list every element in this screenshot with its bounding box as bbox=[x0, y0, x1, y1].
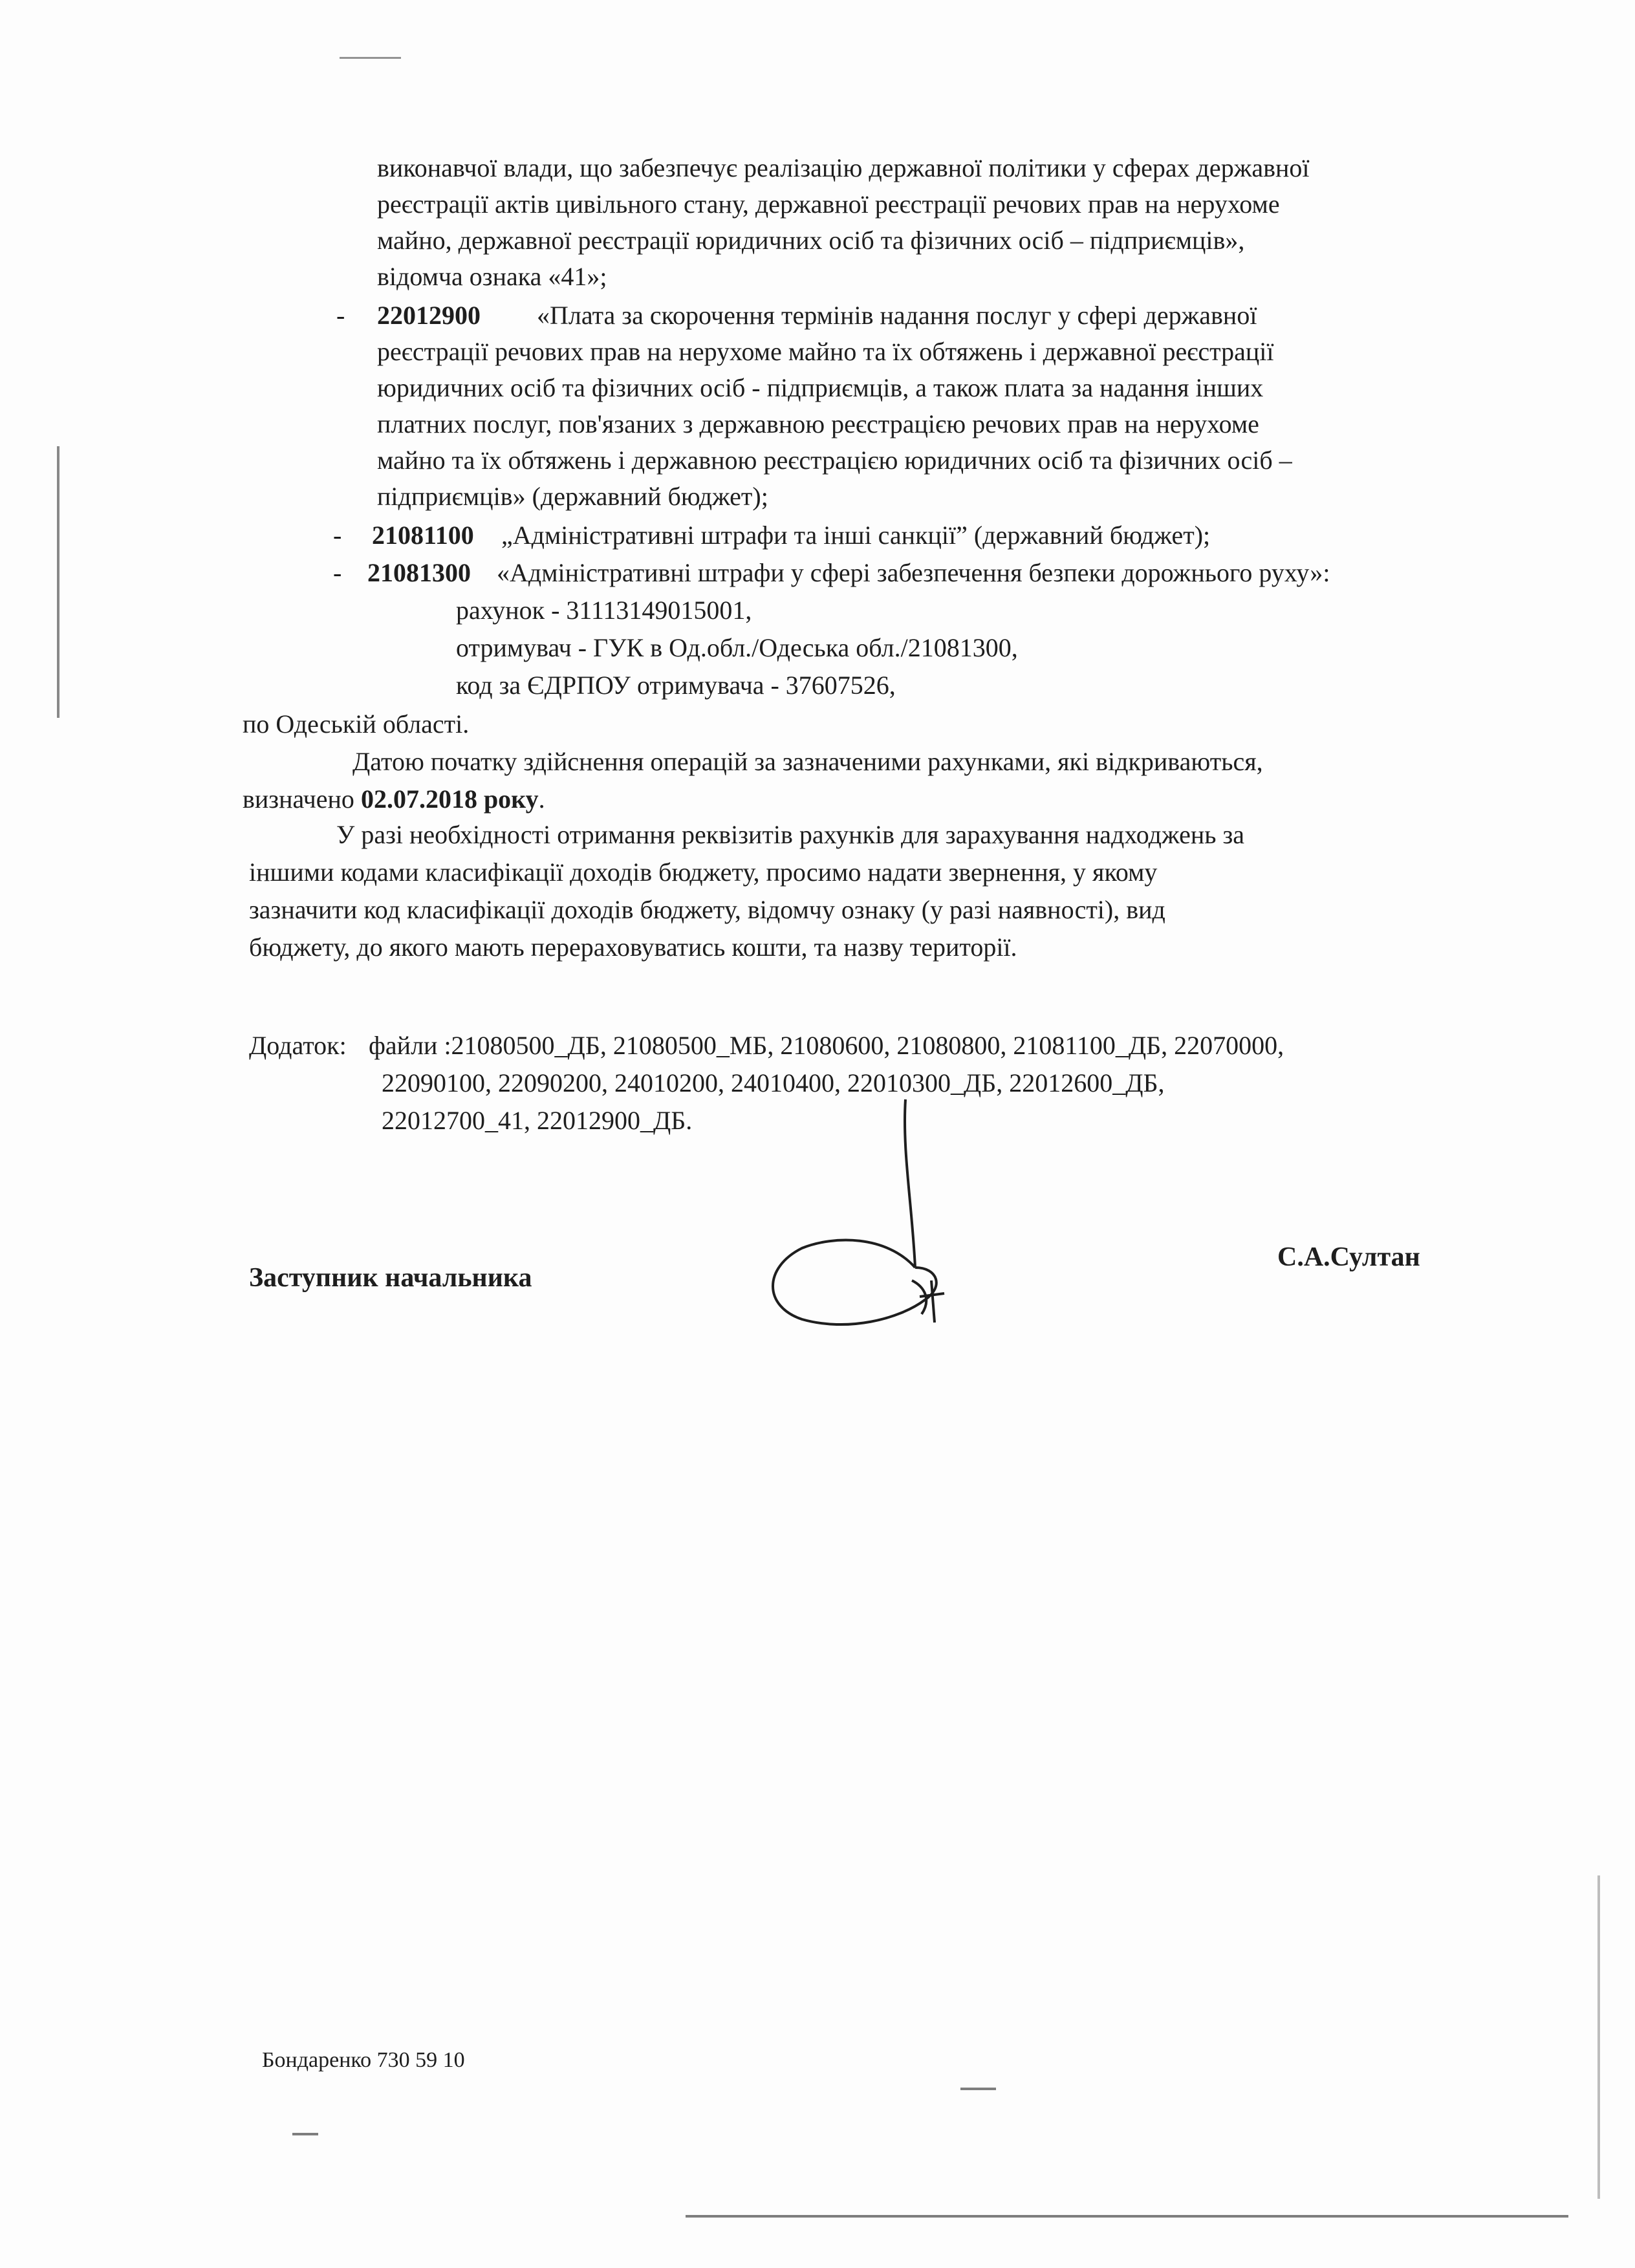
start-date-line-1: Датою початку здійснення операцій за зазначеними рахунками, які відкриваються, bbox=[352, 747, 1263, 776]
scan-mark-right bbox=[1597, 1875, 1600, 2199]
list-dash: - bbox=[336, 301, 345, 330]
item-22012900-line-4: платних послуг, пов'язаних з державною реєстрацією речових прав на нерухоме bbox=[377, 409, 1259, 438]
request-line-1: У разі необхідності отримання реквізитів рахунків для зарахування надходжень за bbox=[336, 820, 1245, 849]
continuation-line-1: виконавчої влади, що забезпечує реалізацію державної політики у сферах державної bbox=[377, 153, 1310, 182]
account-edrpou: код за ЄДРПОУ отримувача - 37607526, bbox=[456, 671, 896, 700]
signatory-position: Заступник начальника bbox=[249, 1263, 532, 1293]
item-21081300-text: «Адміністративні штрафи у сфері забезпечення безпеки дорожнього руху»: bbox=[497, 558, 1330, 587]
scan-mark-top bbox=[340, 57, 401, 59]
start-date-prefix: визначено bbox=[243, 784, 361, 814]
list-dash: - bbox=[333, 521, 342, 550]
region-line: по Одеській області. bbox=[243, 709, 470, 739]
account-recipient: отримувач - ГУК в Од.обл./Одеська обл./21081300, bbox=[456, 633, 1018, 662]
continuation-line-3: майно, державної реєстрації юридичних осіб та фізичних осіб – підприємців», bbox=[377, 226, 1245, 255]
request-line-4: бюджету, до якого мають перераховуватись кошти, та назву території. bbox=[249, 933, 1017, 962]
scan-mark-left bbox=[57, 446, 60, 718]
item-22012900-line-6: підприємців» (державний бюджет); bbox=[377, 482, 768, 511]
executor-line: Бондаренко 730 59 10 bbox=[262, 2048, 465, 2072]
scan-mark-bottom bbox=[686, 2215, 1568, 2218]
account-number: рахунок - 31113149015001, bbox=[456, 596, 752, 625]
request-line-3: зазначити код класифікації доходів бюджету, відомчу ознаку (у разі наявності), вид bbox=[249, 895, 1165, 924]
item-22012900-line-5: майно та їх обтяжень і державною реєстрацією юридичних осіб та фізичних осіб – bbox=[377, 446, 1292, 475]
start-date-value: 02.07.2018 року bbox=[360, 784, 539, 814]
scan-mark-bottom-mid bbox=[960, 2088, 996, 2090]
continuation-line-4: відомча ознака «41»; bbox=[377, 262, 607, 291]
attachment-line-3: 22012700_41, 22012900_ДБ. bbox=[382, 1106, 693, 1135]
item-22012900-line-2: реєстрації речових прав на нерухоме майно та їх обтяжень і державної реєстрації bbox=[377, 337, 1274, 366]
handwritten-signature bbox=[750, 1074, 970, 1345]
scan-mark-bottom-left bbox=[292, 2133, 318, 2135]
attachment-line-1: файли :21080500_ДБ, 21080500_МБ, 21080600, 21080800, 21081100_ДБ, 22070000, bbox=[369, 1031, 1284, 1060]
budget-code-21081100: 21081100 bbox=[372, 521, 474, 550]
attachment-line-2: 22090100, 22090200, 24010200, 24010400, 22010300_ДБ, 22012600_ДБ, bbox=[382, 1068, 1165, 1097]
item-21081100-text: „Адміністративні штрафи та інші санкції” (державний бюджет); bbox=[501, 521, 1211, 550]
budget-code-21081300: 21081300 bbox=[367, 558, 471, 587]
start-date-line-2 bbox=[243, 783, 545, 816]
request-line-2: іншими кодами класифікації доходів бюджету, просимо надати звернення, у якому bbox=[249, 858, 1158, 887]
start-date-suffix: . bbox=[538, 784, 545, 814]
budget-code-22012900: 22012900 bbox=[377, 301, 481, 330]
signatory-name: С.А.Султан bbox=[1277, 1242, 1420, 1272]
item-22012900-line-1: «Плата за скорочення термінів надання послуг у сфері державної bbox=[537, 301, 1257, 330]
attachment-label: Додаток: bbox=[249, 1031, 347, 1060]
list-dash: - bbox=[333, 558, 342, 587]
continuation-line-2: реєстрації актів цивільного стану, державної реєстрації речових прав на нерухоме bbox=[377, 189, 1280, 219]
item-22012900-line-3: юридичних осіб та фізичних осіб - підприємців, а також плата за надання інших bbox=[377, 373, 1264, 402]
